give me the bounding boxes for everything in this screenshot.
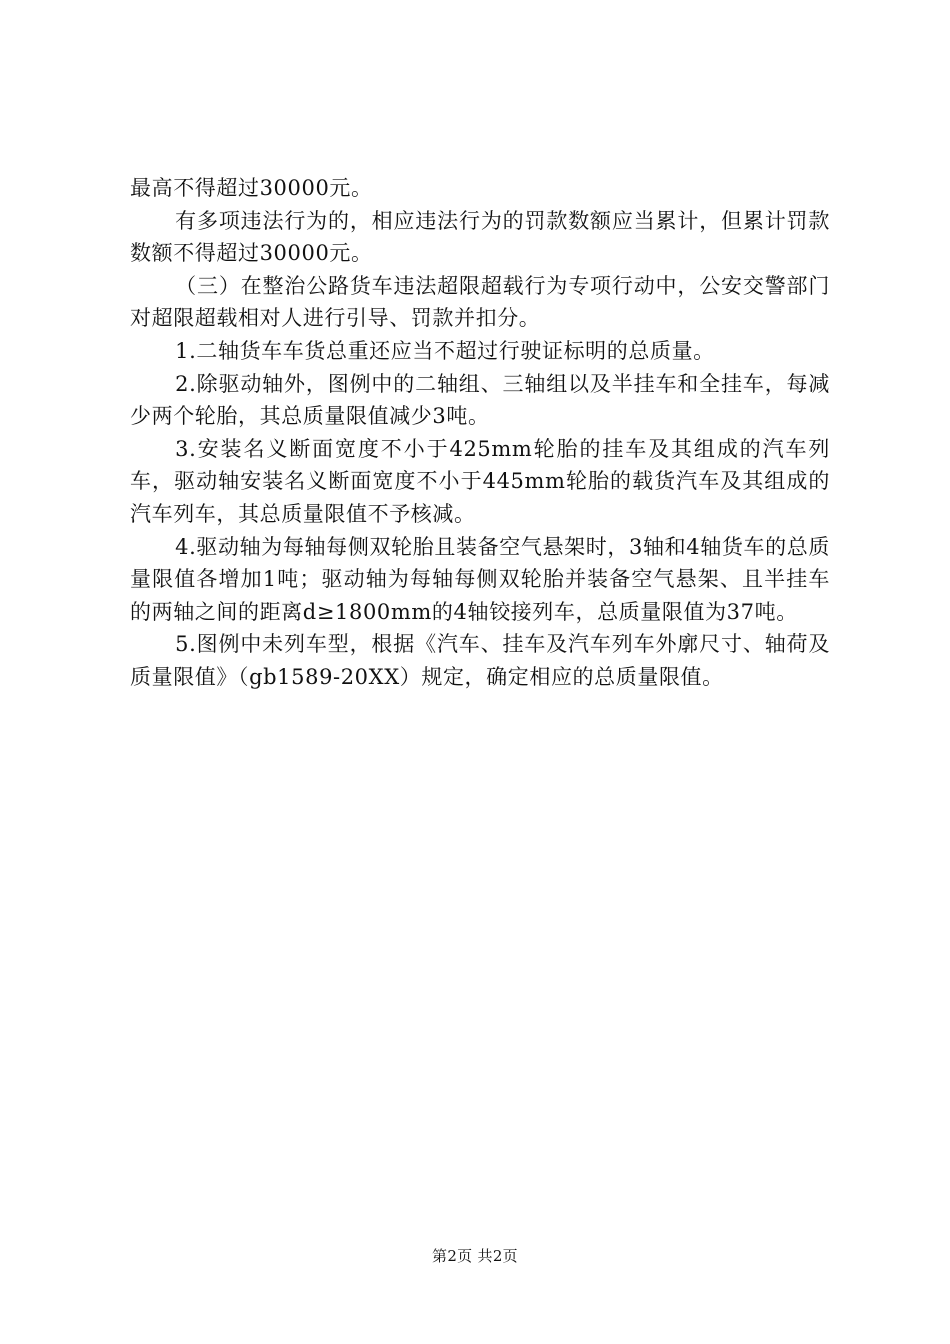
paragraph-item-3: 3.安装名义断面宽度不小于425mm轮胎的挂车及其组成的汽车列车，驱动轴安装名义断面宽度不小于445mm轮胎的载货汽车及其组成的汽车列车，其总质量限值不予核减。 <box>130 436 830 526</box>
paragraph-section-three: （三）在整治公路货车违法超限超载行为专项行动中，公安交警部门对超限超载相对人进行引导、罚款并扣分。 <box>130 273 830 331</box>
paragraph-item-2: 2.除驱动轴外，图例中的二轴组、三轴组以及半挂车和全挂车，每减少两个轮胎，其总质量限值减少3吨。 <box>130 371 830 429</box>
document-body <box>130 172 830 694</box>
paragraph-item-4: 4.驱动轴为每轴每侧双轮胎且装备空气悬架时，3轴和4轴货车的总质量限值各增加1吨；驱动轴为每轴每侧双轮胎并装备空气悬架、且半挂车的两轴之间的距离d≥1800mm的4轴铰接列车，总质量限值为37吨。 <box>130 534 830 624</box>
paragraph-item-5: 5.图例中未列车型，根据《汽车、挂车及汽车列车外廓尺寸、轴荷及质量限值》（gb1589-20XX）规定，确定相应的总质量限值。 <box>130 632 830 689</box>
paragraph-item-1: 1.二轴货车车货总重还应当不超过行驶证标明的总质量。 <box>175 338 715 363</box>
page-number-footer: 第2页 共2页 <box>432 1247 518 1265</box>
paragraph-continuation: 最高不得超过30000元。 <box>130 176 373 200</box>
paragraph-cumulative-fines: 有多项违法行为的，相应违法行为的罚款数额应当累计，但累计罚款数额不得超过30000元。 <box>130 208 830 266</box>
